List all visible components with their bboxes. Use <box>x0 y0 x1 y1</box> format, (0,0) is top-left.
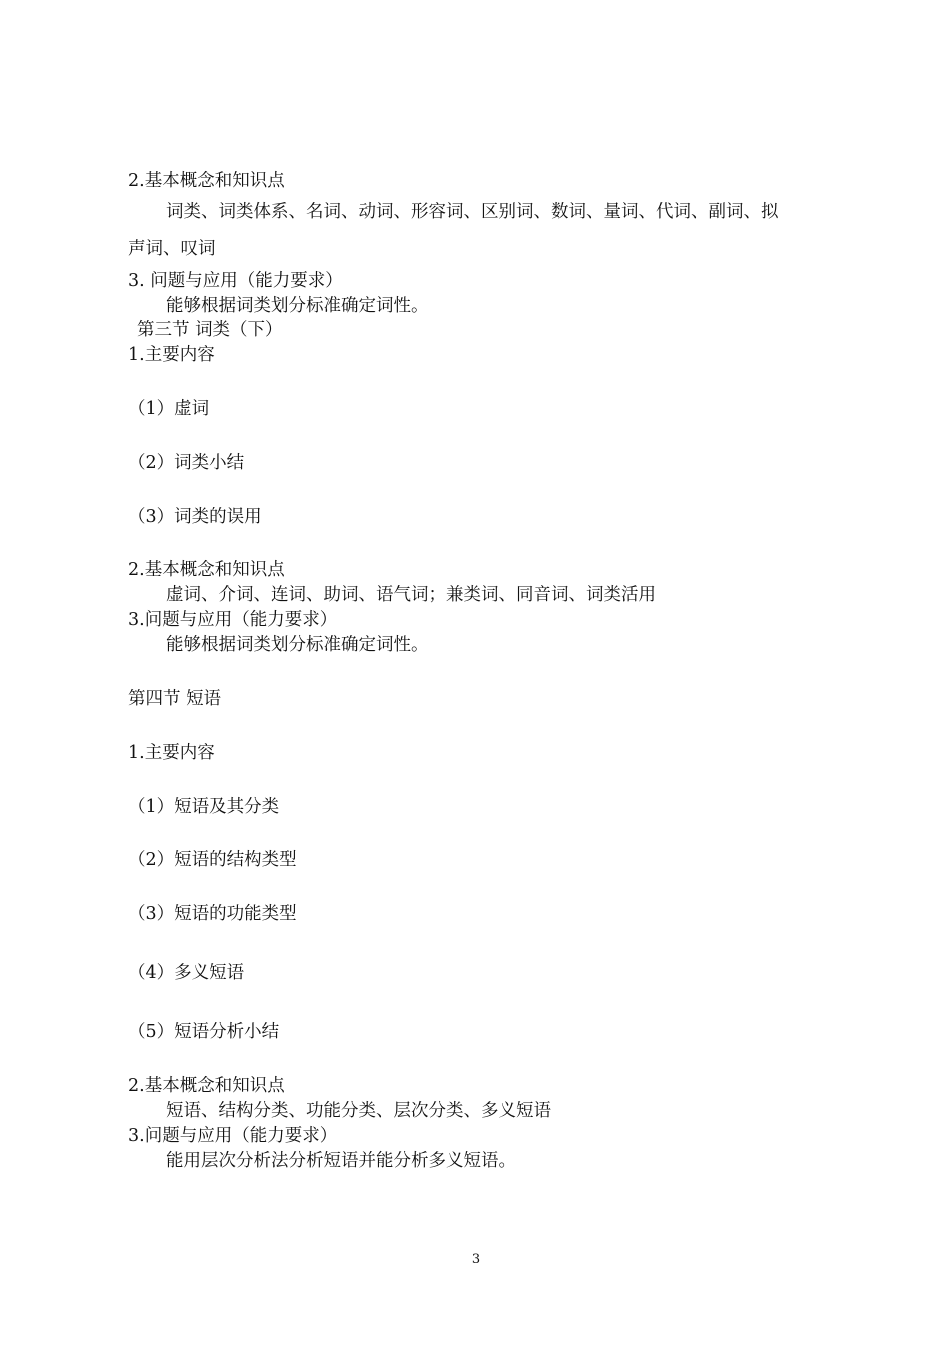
heading-main-content: 1.主要内容 <box>128 345 215 365</box>
section-title: 第三节 词类（下） <box>137 320 283 340</box>
heading-main-content: 1.主要内容 <box>128 743 215 763</box>
list-item: （4）多义短语 <box>128 963 245 983</box>
list-item: （2）词类小结 <box>128 453 245 473</box>
paragraph-text: 能用层次分析法分析短语并能分析多义短语。 <box>166 1151 516 1171</box>
list-item: （1）短语及其分类 <box>128 797 280 817</box>
list-item: （2）短语的结构类型 <box>128 850 297 870</box>
heading-problems-applications: 3. 问题与应用（能力要求） <box>128 271 343 291</box>
paragraph-text: 声词、叹词 <box>128 239 216 259</box>
list-item: （5）短语分析小结 <box>128 1022 280 1042</box>
paragraph-text: 词类、词类体系、名词、动词、形容词、区别词、数词、量词、代词、副词、拟 <box>166 202 779 222</box>
list-item: （3）词类的误用 <box>128 507 262 527</box>
heading-basic-concepts: 2.基本概念和知识点 <box>128 1076 285 1096</box>
paragraph-text: 能够根据词类划分标准确定词性。 <box>166 296 429 316</box>
heading-basic-concepts: 2.基本概念和知识点 <box>128 560 285 580</box>
section-title: 第四节 短语 <box>128 689 222 709</box>
page-number: 3 <box>471 1252 481 1267</box>
list-item: （3）短语的功能类型 <box>128 904 297 924</box>
heading-basic-concepts: 2.基本概念和知识点 <box>128 171 285 191</box>
heading-problems-applications: 3.问题与应用（能力要求） <box>128 1126 338 1146</box>
heading-problems-applications: 3.问题与应用（能力要求） <box>128 610 338 630</box>
paragraph-text: 短语、结构分类、功能分类、层次分类、多义短语 <box>166 1101 551 1121</box>
paragraph-text: 虚词、介词、连词、助词、语气词；兼类词、同音词、词类活用 <box>166 585 656 605</box>
list-item: （1）虚词 <box>128 399 210 419</box>
paragraph-text: 能够根据词类划分标准确定词性。 <box>166 635 429 655</box>
